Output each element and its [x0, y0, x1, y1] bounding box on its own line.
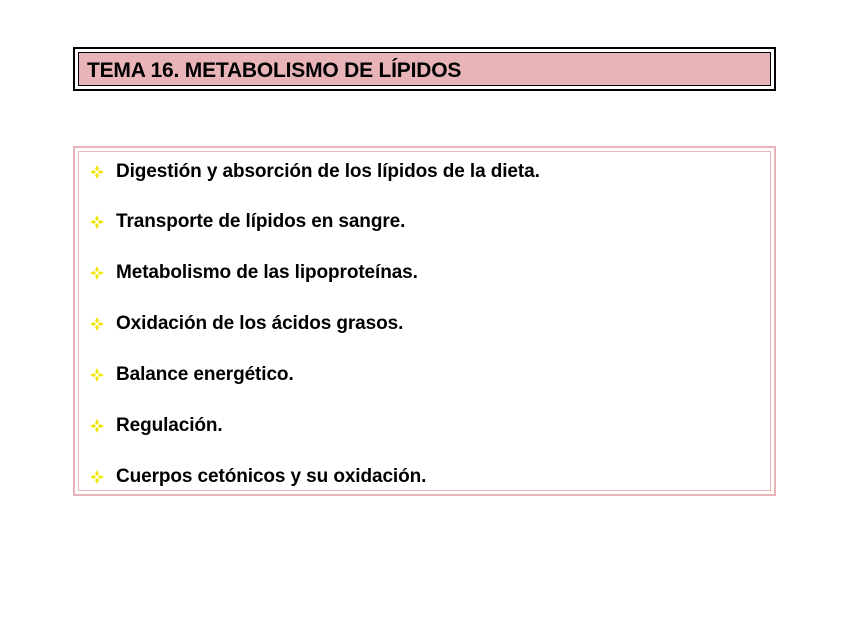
topic-lipoproteinas: Metabolismo de las lipoproteínas.	[116, 262, 418, 283]
topic-cuerpos-cetonicos: Cuerpos cetónicos y su oxidación.	[116, 466, 427, 487]
topic-regulacion: Regulación.	[116, 415, 223, 436]
four-petal-diamond-icon	[89, 469, 105, 485]
four-petal-diamond-icon	[89, 214, 105, 230]
list-item	[89, 210, 405, 234]
list-item	[89, 414, 223, 438]
four-petal-diamond-icon	[89, 265, 105, 281]
four-petal-diamond-icon	[89, 418, 105, 434]
list-item	[89, 363, 294, 387]
list-item	[89, 465, 426, 489]
four-petal-diamond-icon	[89, 316, 105, 332]
title-box	[73, 47, 776, 91]
topic-transporte: Transporte de lípidos en sangre.	[116, 211, 406, 232]
topic-digestion: Digestión y absorción de los lípidos de la dieta.	[116, 161, 540, 182]
topic-oxidacion: Oxidación de los ácidos grasos.	[116, 313, 404, 334]
four-petal-diamond-icon	[89, 367, 105, 383]
title-banner	[78, 52, 771, 86]
list-item	[89, 160, 540, 184]
four-petal-diamond-icon	[89, 164, 105, 180]
topic-balance: Balance energético.	[116, 364, 294, 385]
list-item	[89, 261, 418, 285]
page-title: TEMA 16. METABOLISMO DE LÍPIDOS	[87, 59, 462, 82]
topics-box	[73, 146, 776, 496]
topics-list	[78, 151, 771, 491]
list-item	[89, 312, 403, 336]
